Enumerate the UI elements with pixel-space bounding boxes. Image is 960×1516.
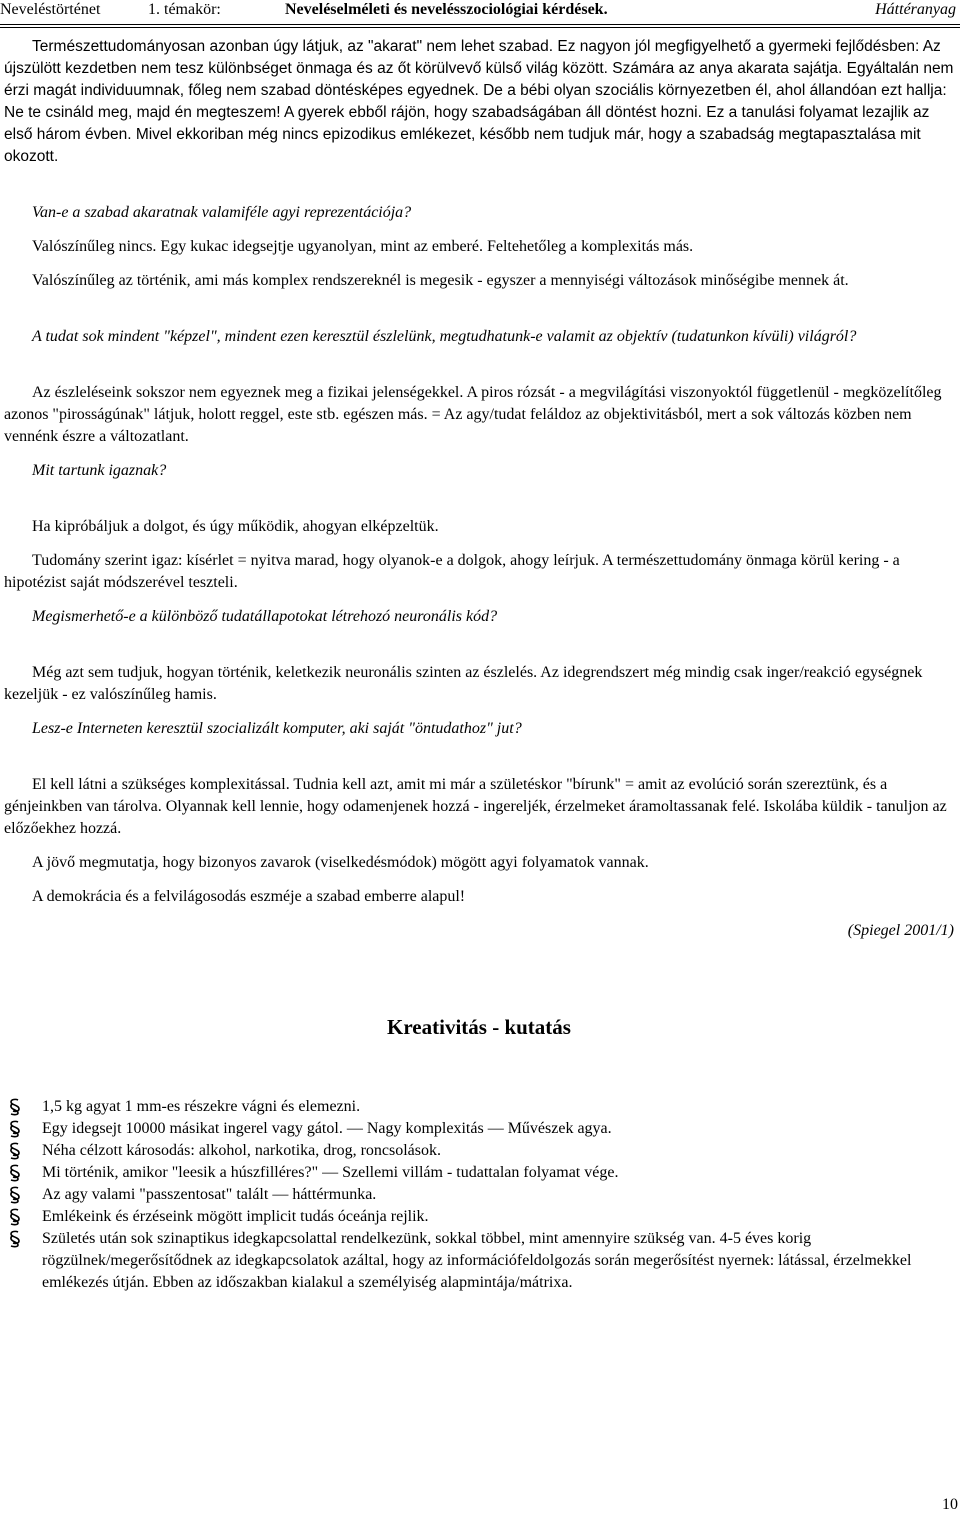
answer-complexity-needed: El kell látni a szükséges komplexitással. Tudnia kell azt, amit mi már a születéskor "bírunk" = amit az evolúció során szereztünk, és a génjeinkben van tárolva. Olyannak kell lennie, hogy odamenjenek hozzá - ingereljék, érzelmeket áramoltassanak felé. Iskolába küldik - tanuljon az előzőekhez hozzá. <box>4 776 947 837</box>
section-sign-icon <box>4 1186 26 1204</box>
answer-neural-level: Még azt sem tudjuk, hogyan történik, keletkezik neuronális szinten az észlelés. Az idegrendszert még mindig csak inger/reakció egységnek kezeljük - ez valószínűleg hamis. <box>4 664 923 703</box>
header-rule-top <box>0 24 960 25</box>
header-topic: 1. témakör: <box>148 1 221 18</box>
list-item <box>4 1162 954 1184</box>
question-truth: Mit tartunk igaznak? <box>32 462 167 479</box>
bullet-text: Néha célzott károsodás: alkohol, narkotika, drog, roncsolások. <box>42 1142 441 1159</box>
answer-try-it: Ha kipróbáljuk a dolgot, és úgy működik, ahogyan elképzeltük. <box>32 518 439 535</box>
bullet-text: 1,5 kg agyat 1 mm-es részekre vágni és elemezni. <box>42 1098 361 1115</box>
section-sign-icon <box>4 1164 26 1182</box>
question-computer: Lesz-e Interneten keresztül szocializált komputer, aki saját "öntudathoz" jut? <box>32 720 522 737</box>
header-rule-bottom <box>0 27 960 28</box>
answer-perception: Az észleléseink sokszor nem egyeznek meg a fizikai jelenségekkel. A piros rózsát - a megvilágítási viszonyoktól függetlenül - megközelítőleg azonos "pirosságúnak" látjuk, holott reggel, este stb. egészen más. = Az agy/tudat feláldoz az objektivitásból, mert a sok változás közben nem vennénk észre a változatlant. <box>4 384 942 445</box>
list-item <box>4 1206 954 1228</box>
header-label: Háttéranyag <box>875 1 956 18</box>
answer-probably-not: Valószínűleg nincs. Egy kukac idegsejtje ugyanolyan, mint az emberé. Feltehetőleg a komplexitás más. <box>32 238 694 255</box>
paragraph-intro: Természettudományosan azonban úgy látjuk, az "akarat" nem lehet szabad. Ez nagyon jól megfigyelhető a gyermeki fejlődésben: Az újszülött kezdetben nem tesz különbséget önmaga és az őt körülvevő külső világ között. Számára az anya akarata sajátja. Egyáltalán nem érzi magát individuumnak, főleg nem szabad döntésképes egyednek. De a bébi olyan szociális környezetben él, ahol állandóan ezt hallja: Ne te csináld meg, majd én megteszem! A gyerek ebből rájön, hogy szabadságában áll döntést hozni. Ez a tanulási folyamat lezajlik az első három évben. Mivel ekkoriban még nincs epizodikus emlékezet, később nem tudjuk már, hogy a szabadság megtapasztalása mit okozott. <box>4 38 954 165</box>
header-title: Neveléselméleti és nevelésszociológiai kérdések. <box>285 1 608 18</box>
section-sign-icon <box>4 1230 26 1248</box>
list-item <box>4 1184 954 1206</box>
section-sign-icon <box>4 1208 26 1226</box>
page-content <box>4 36 954 1294</box>
question-consciousness: A tudat sok mindent "képzel", mindent ezen keresztül észlelünk, megtudhatunk-e valamit az objektív (tudatunkon kívüli) világról? <box>32 328 857 345</box>
list-item <box>4 1228 954 1294</box>
answer-complexity: Valószínűleg az történik, ami más komplex rendszereknél is megesik - egyszer a mennyiségi változások minőségibe mennek át. <box>32 272 849 289</box>
page-number: 10 <box>942 1496 958 1513</box>
bullet-text: Születés után sok szinaptikus idegkapcsolattal rendelkezünk, sokkal többel, mint amennyire szükség van. 4-5 éves korig rögzülnek/megerősítődnek az idegkapcsolatok azáltal, hogy az információfeldolgozás során megerősítést nyernek: látással, érzelmekkel emlékezés útján. Ebben az időszakban kialakul a személyiség alapmintája/mátrixa. <box>42 1230 912 1291</box>
question-free-will: Van-e a szabad akaratnak valamiféle agyi reprezentációja? <box>32 204 412 221</box>
section-heading: Kreativitás - kutatás <box>387 1015 571 1039</box>
header-course: Neveléstörténet <box>0 1 101 18</box>
answer-democracy: A demokrácia és a felvilágosodás eszméje a szabad emberre alapul! <box>32 888 466 905</box>
answer-future: A jövő megmutatja, hogy bizonyos zavarok (viselkedésmódok) mögött agyi folyamatok vannak. <box>32 854 649 871</box>
answer-science: Tudomány szerint igaz: kísérlet = nyitva marad, hogy olyanok-e a dolgok, ahogy leírjuk. A természettudomány önmaga körül kering - a hipotézist saját módszerével teszteli. <box>4 552 900 591</box>
question-neural-code: Megismerhető-e a különböző tudatállapotokat létrehozó neuronális kód? <box>32 608 498 625</box>
section-sign-icon <box>4 1142 26 1160</box>
bullet-text: Emlékeink és érzéseink mögött implicit tudás óceánja rejlik. <box>42 1208 429 1225</box>
list-item <box>4 1118 954 1140</box>
list-item <box>4 1140 954 1162</box>
source-citation: (Spiegel 2001/1) <box>847 922 954 939</box>
list-item <box>4 1096 954 1118</box>
bullet-text: Mi történik, amikor "leesik a húszfilléres?" — Szellemi villám - tudattalan folyamat vége. <box>42 1164 619 1181</box>
bullet-list <box>4 1096 954 1294</box>
bullet-text: Egy idegsejt 10000 másikat ingerel vagy gátol. — Nagy komplexitás — Művészek agya. <box>42 1120 612 1137</box>
page-header <box>0 0 960 24</box>
bullet-text: Az agy valami "passzentosat" talált — háttérmunka. <box>42 1186 377 1203</box>
section-sign-icon <box>4 1098 26 1116</box>
section-sign-icon <box>4 1120 26 1138</box>
